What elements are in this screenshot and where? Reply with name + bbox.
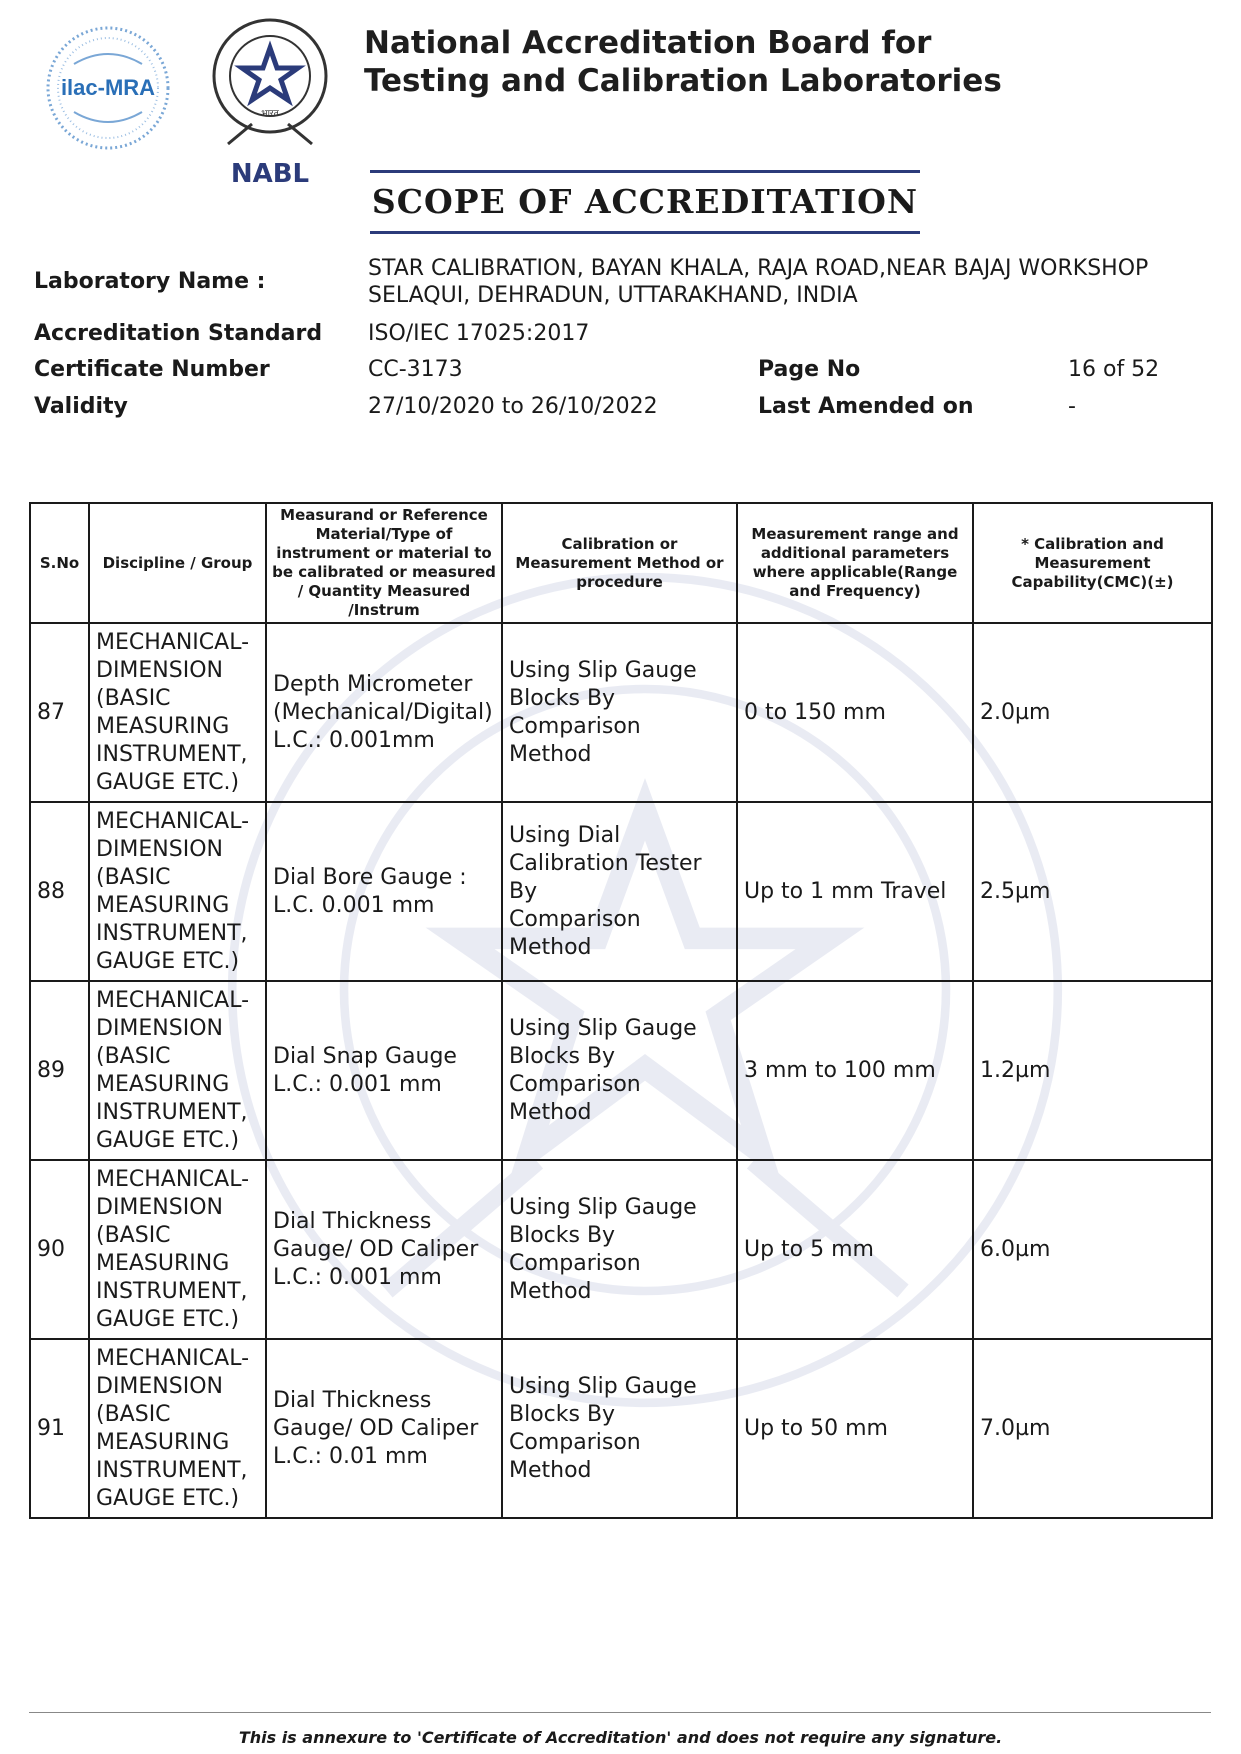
discipline-line: MECHANICAL-	[96, 629, 250, 655]
discipline-line: MEASURING	[96, 1250, 230, 1276]
nabl-seal-text: भारत	[261, 109, 279, 119]
footer-note: This is annexure to 'Certificate of Accreditation' and does not require any signature.	[238, 1728, 1003, 1747]
cell-instrument	[266, 1160, 502, 1339]
discipline-line: DIMENSION	[96, 836, 223, 862]
discipline-line: DIMENSION	[96, 1194, 223, 1220]
discipline-line: (BASIC	[96, 1401, 171, 1427]
certificate-number-value: CC-3173	[368, 357, 463, 382]
instrument-line: L.C.: 0.001 mm	[273, 1264, 442, 1290]
organization-title-line-2: Testing and Calibration Laboratories	[364, 63, 1002, 99]
lab-name-line-2: SELAQUI, DEHRADUN, UTTARAKHAND, INDIA	[368, 283, 858, 308]
cell-cmc: 7.0µm	[973, 1339, 1212, 1518]
cell-sno: 90	[30, 1160, 89, 1339]
discipline-line: (BASIC	[96, 1222, 171, 1248]
instrument-line: Gauge/ OD Caliper	[273, 1415, 479, 1441]
cell-discipline	[89, 1160, 266, 1339]
cell-cmc: 1.2µm	[973, 981, 1212, 1160]
cell-method	[502, 802, 737, 981]
instrument-line: Dial Thickness	[273, 1387, 432, 1413]
page-no-value: 16 of 52	[1068, 357, 1160, 382]
discipline-line: INSTRUMENT,	[96, 1278, 248, 1304]
discipline-line: DIMENSION	[96, 1373, 223, 1399]
footer-divider	[29, 1712, 1211, 1713]
instrument-line: L.C.: 0.001 mm	[273, 1071, 442, 1097]
lab-name-line-1: STAR CALIBRATION, BAYAN KHALA, RAJA ROAD,NEAR BAJAJ WORKSHOP	[368, 256, 1149, 281]
table-row	[30, 623, 1212, 802]
discipline-line: (BASIC	[96, 685, 171, 711]
table-row	[30, 802, 1212, 981]
instrument-line: L.C.: 0.01 mm	[273, 1443, 428, 1469]
discipline-line: GAUGE ETC.)	[96, 1306, 240, 1332]
cell-range: Up to 1 mm Travel	[737, 802, 973, 981]
cell-discipline	[89, 1339, 266, 1518]
discipline-line: (BASIC	[96, 864, 171, 890]
cell-range: 3 mm to 100 mm	[737, 981, 973, 1160]
accreditation-standard-label: Accreditation Standard	[34, 321, 323, 346]
cell-range: 0 to 150 mm	[737, 623, 973, 802]
discipline-line: (BASIC	[96, 1043, 171, 1069]
cell-method	[502, 623, 737, 802]
cell-instrument	[266, 623, 502, 802]
method-line: Blocks By	[509, 1401, 616, 1427]
accreditation-standard-value: ISO/IEC 17025:2017	[368, 321, 590, 346]
last-amended-value: -	[1068, 394, 1076, 419]
cell-discipline	[89, 981, 266, 1160]
cell-range: Up to 50 mm	[737, 1339, 973, 1518]
document-title	[370, 170, 920, 234]
discipline-line: MEASURING	[96, 1429, 230, 1455]
discipline-line: MEASURING	[96, 1071, 230, 1097]
cell-method	[502, 981, 737, 1160]
organization-title	[364, 24, 1002, 100]
method-line: Using Slip Gauge	[509, 1194, 697, 1220]
header-sno: S.No	[30, 503, 89, 623]
validity-value: 27/10/2020 to 26/10/2022	[368, 394, 658, 419]
cell-discipline	[89, 623, 266, 802]
header-cmc: * Calibration and Measurement Capability(CMC)(±)	[973, 503, 1212, 623]
cell-instrument	[266, 981, 502, 1160]
discipline-line: MECHANICAL-	[96, 1345, 250, 1371]
nabl-logo	[200, 12, 340, 192]
table-header-row	[30, 503, 1212, 623]
instrument-line: Dial Bore Gauge :	[273, 864, 467, 890]
cell-method	[502, 1160, 737, 1339]
table-row	[30, 1160, 1212, 1339]
certificate-number-label: Certificate Number	[34, 357, 270, 382]
cell-cmc: 2.0µm	[973, 623, 1212, 802]
cell-discipline	[89, 802, 266, 981]
method-line: Comparison Method	[509, 1071, 641, 1125]
instrument-line: Depth Micrometer	[273, 671, 473, 697]
cell-instrument	[266, 1339, 502, 1518]
discipline-line: MEASURING	[96, 713, 230, 739]
discipline-line: GAUGE ETC.)	[96, 769, 240, 795]
discipline-line: GAUGE ETC.)	[96, 1485, 240, 1511]
method-line: Comparison Method	[509, 906, 641, 960]
validity-label: Validity	[34, 394, 128, 419]
instrument-line: L.C.: 0.001mm	[273, 727, 435, 753]
discipline-line: MECHANICAL-	[96, 808, 250, 834]
header-method: Calibration or Measurement Method or procedure	[502, 503, 737, 623]
discipline-line: INSTRUMENT,	[96, 1099, 248, 1125]
discipline-line: DIMENSION	[96, 1015, 223, 1041]
method-line: Using Slip Gauge	[509, 657, 697, 683]
method-line: Blocks By	[509, 1043, 616, 1069]
discipline-line: MECHANICAL-	[96, 1166, 250, 1192]
method-line: Blocks By	[509, 685, 616, 711]
discipline-line: INSTRUMENT,	[96, 1457, 248, 1483]
document-title-text: SCOPE OF ACCREDITATION	[371, 182, 919, 221]
page-no-label: Page No	[758, 357, 861, 382]
instrument-line: Dial Snap Gauge	[273, 1043, 457, 1069]
header-measurand: Measurand or Reference Material/Type of instrument or material to be calibrated or measured / Quantity Measured /Instrum	[266, 503, 502, 623]
table-row	[30, 981, 1212, 1160]
scope-table	[29, 502, 1213, 1519]
discipline-line: GAUGE ETC.)	[96, 1127, 240, 1153]
lab-name-label: Laboratory Name :	[34, 269, 266, 294]
cell-sno: 88	[30, 802, 89, 981]
last-amended-label: Last Amended on	[758, 394, 974, 419]
method-line: Blocks By	[509, 1222, 616, 1248]
ilac-mra-logo	[44, 24, 172, 152]
discipline-line: INSTRUMENT,	[96, 741, 248, 767]
cell-cmc: 2.5µm	[973, 802, 1212, 981]
method-line: Using Dial	[509, 822, 621, 848]
discipline-line: MECHANICAL-	[96, 987, 250, 1013]
discipline-line: INSTRUMENT,	[96, 920, 248, 946]
discipline-line: MEASURING	[96, 892, 230, 918]
table-row	[30, 1339, 1212, 1518]
discipline-line: DIMENSION	[96, 657, 223, 683]
header-range: Measurement range and additional parameters where applicable(Range and Frequency)	[737, 503, 973, 623]
organization-title-line-1: National Accreditation Board for	[364, 25, 932, 61]
cell-sno: 89	[30, 981, 89, 1160]
method-line: Comparison Method	[509, 1429, 641, 1483]
header-discipline: Discipline / Group	[89, 503, 266, 623]
instrument-line: (Mechanical/Digital)	[273, 699, 493, 725]
ilac-mra-logo-text: ilac-MRA	[60, 75, 156, 100]
cell-cmc: 6.0µm	[973, 1160, 1212, 1339]
method-line: Comparison Method	[509, 1250, 641, 1304]
instrument-line: L.C. 0.001 mm	[273, 892, 435, 918]
method-line: Using Slip Gauge	[509, 1373, 697, 1399]
discipline-line: GAUGE ETC.)	[96, 948, 240, 974]
method-line: Using Slip Gauge	[509, 1015, 697, 1041]
cell-instrument	[266, 802, 502, 981]
cell-sno: 87	[30, 623, 89, 802]
cell-method	[502, 1339, 737, 1518]
nabl-logo-text: NABL	[230, 159, 310, 189]
instrument-line: Gauge/ OD Caliper	[273, 1236, 479, 1262]
cell-range: Up to 5 mm	[737, 1160, 973, 1339]
method-line: Comparison Method	[509, 713, 641, 767]
instrument-line: Dial Thickness	[273, 1208, 432, 1234]
method-line: Calibration Tester By	[509, 850, 702, 904]
cell-sno: 91	[30, 1339, 89, 1518]
